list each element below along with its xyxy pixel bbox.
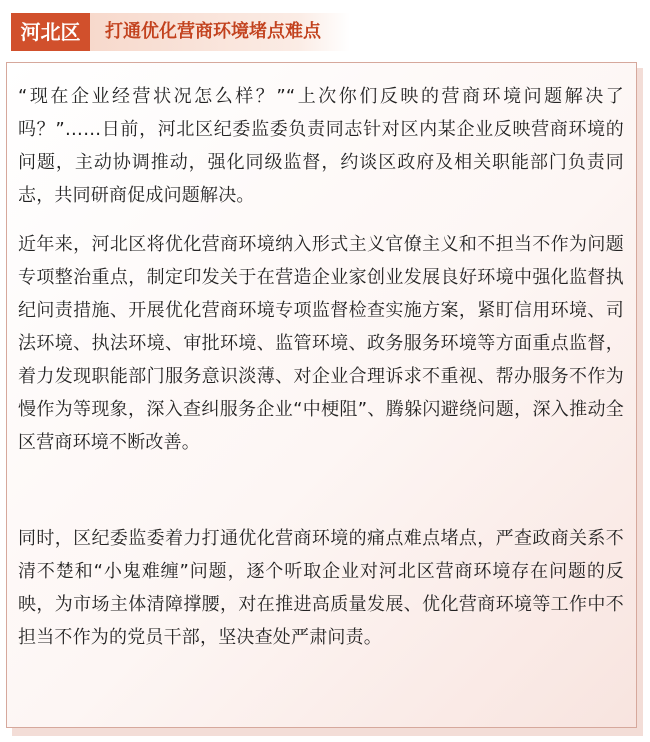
district-badge: 河北区 (11, 13, 90, 51)
panel-shadow-bottom (12, 728, 643, 736)
article-paragraph-1: “现在企业经营状况怎么样？”“上次你们反映的营商环境问题解决了吗？”……日前，河北区纪委监委负责同志针对区内某企业反映营商环境的问题，主动协调推动，强化同级监督，约谈区政府及相关职能部门负责同志，共同研商促成问题解决。 (18, 86, 624, 206)
article-paragraph-2: 近年来，河北区将优化营商环境纳入形式主义官僚主义和不担当不作为问题专项整治重点，制定印发关于在营造企业家创业发展良好环境中强化监督执纪问责措施、开展优化营商环境专项监督检查实施方案，紧盯信用环境、司法环境、执法环境、审批环境、监管环境、政务服务环境等方面重点监督，着力发现职能部门服务意识淡薄、对企业合理诉求不重视、帮办服务不作为慢作为等现象，深入查纠服务企业“中梗阻”、腾躲闪避绕问题，深入推动全区营商环境不断改善。 (18, 234, 624, 453)
section-title: 打通优化营商环境堵点难点 (105, 21, 321, 42)
article-paragraph-3: 同时，区纪委监委着力打通优化营商环境的痛点难点堵点，严查政商关系不清不楚和“小鬼难缠”问题，逐个听取企业对河北区营商环境存在问题的反映，为市场主体清障撑腰，对在推进高质量发展、优化营商环境等工作中不担当不作为的党员干部，坚决查处严肃问责。 (18, 528, 624, 648)
panel-shadow-right (637, 68, 643, 736)
section-header (0, 0, 650, 62)
